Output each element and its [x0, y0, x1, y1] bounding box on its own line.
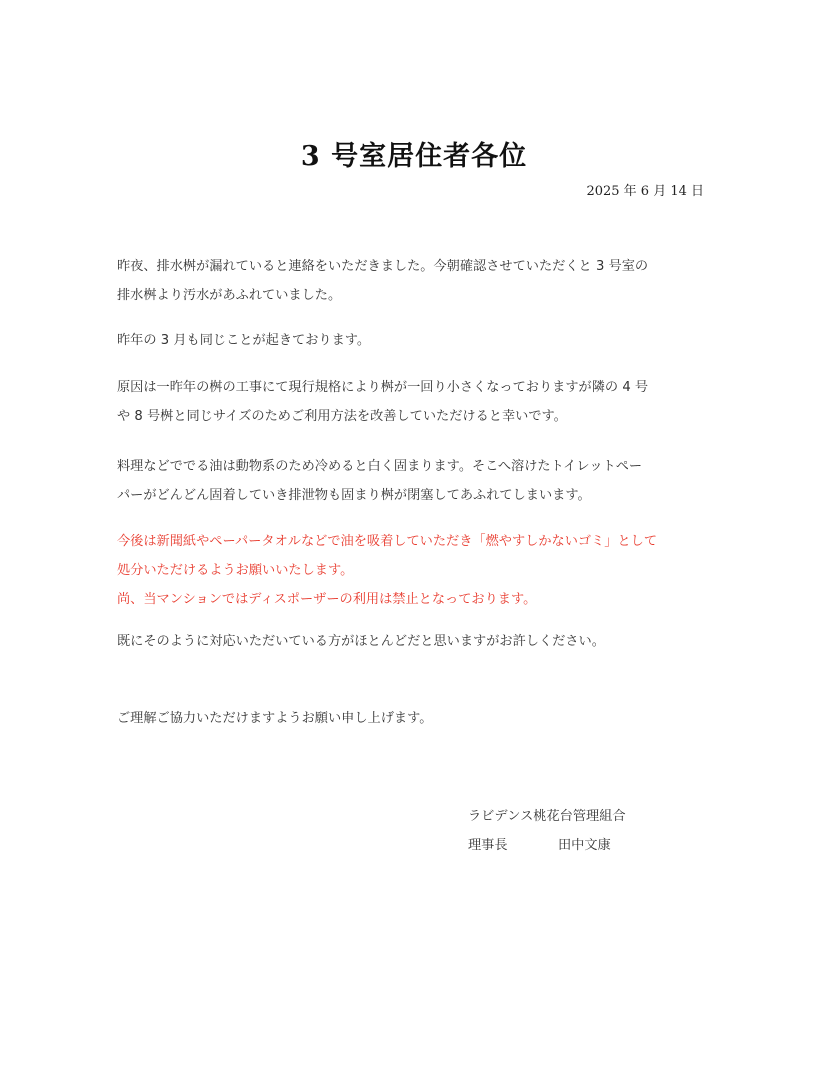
notice-date: 2025 年 6 月 14 日: [586, 184, 704, 199]
paragraph-line: 尚、当マンションではディスポーザーの利用は禁止となっております。: [117, 592, 537, 607]
signature-role: 理事長: [468, 838, 508, 853]
paragraph-line: 既にそのように対応いただいている方がほとんどだと思いますがお許しください。: [117, 634, 605, 649]
paragraph-explanation: [117, 452, 717, 510]
signature-person: [468, 831, 626, 860]
paragraph-previous: [117, 326, 717, 355]
paragraph-line: 昨夜、排水桝が漏れていると連絡をいただきました。今朝確認させていただくと 3 号室の: [117, 259, 649, 274]
signature-name: 田中文康: [558, 838, 611, 853]
signature-block: [468, 802, 626, 860]
paragraph-line: 昨年の 3 月も同じことが起きております。: [117, 333, 371, 348]
paragraph-line: 今後は新聞紙やペーパータオルなどで油を吸着していただき「燃やすしかないゴミ」として: [117, 534, 658, 549]
paragraph-line: 排水桝より汚水があふれていました。: [117, 288, 342, 303]
paragraph-cause: [117, 373, 717, 431]
page-title: 3 号室居住者各位: [300, 141, 528, 172]
signature-organization: ラビデンス桃花台管理組合: [468, 809, 626, 824]
paragraph-line: や 8 号桝と同じサイズのためご利用方法を改善していただけると幸いです。: [117, 409, 567, 424]
paragraph-closing: [117, 704, 717, 733]
paragraph-line: パーがどんどん固着していき排泄物も固まり桝が閉塞してあふれてしまいます。: [117, 488, 591, 503]
paragraph-incident: [117, 252, 717, 310]
paragraph-line: ご理解ご協力いただけますようお願い申し上げます。: [117, 711, 433, 726]
paragraph-line: 料理などででる油は動物系のため冷めると白く固まります。そこへ溶けたトイレットペー: [117, 459, 643, 474]
paragraph-line: 原因は一昨年の桝の工事にて現行規格により桝が一回り小さくなっておりますが隣の 4 号: [117, 380, 649, 395]
paragraph-request-emphasis: [117, 527, 717, 614]
paragraph-apology: [117, 627, 717, 656]
paragraph-line: 処分いただけるようお願いいたします。: [117, 563, 354, 578]
